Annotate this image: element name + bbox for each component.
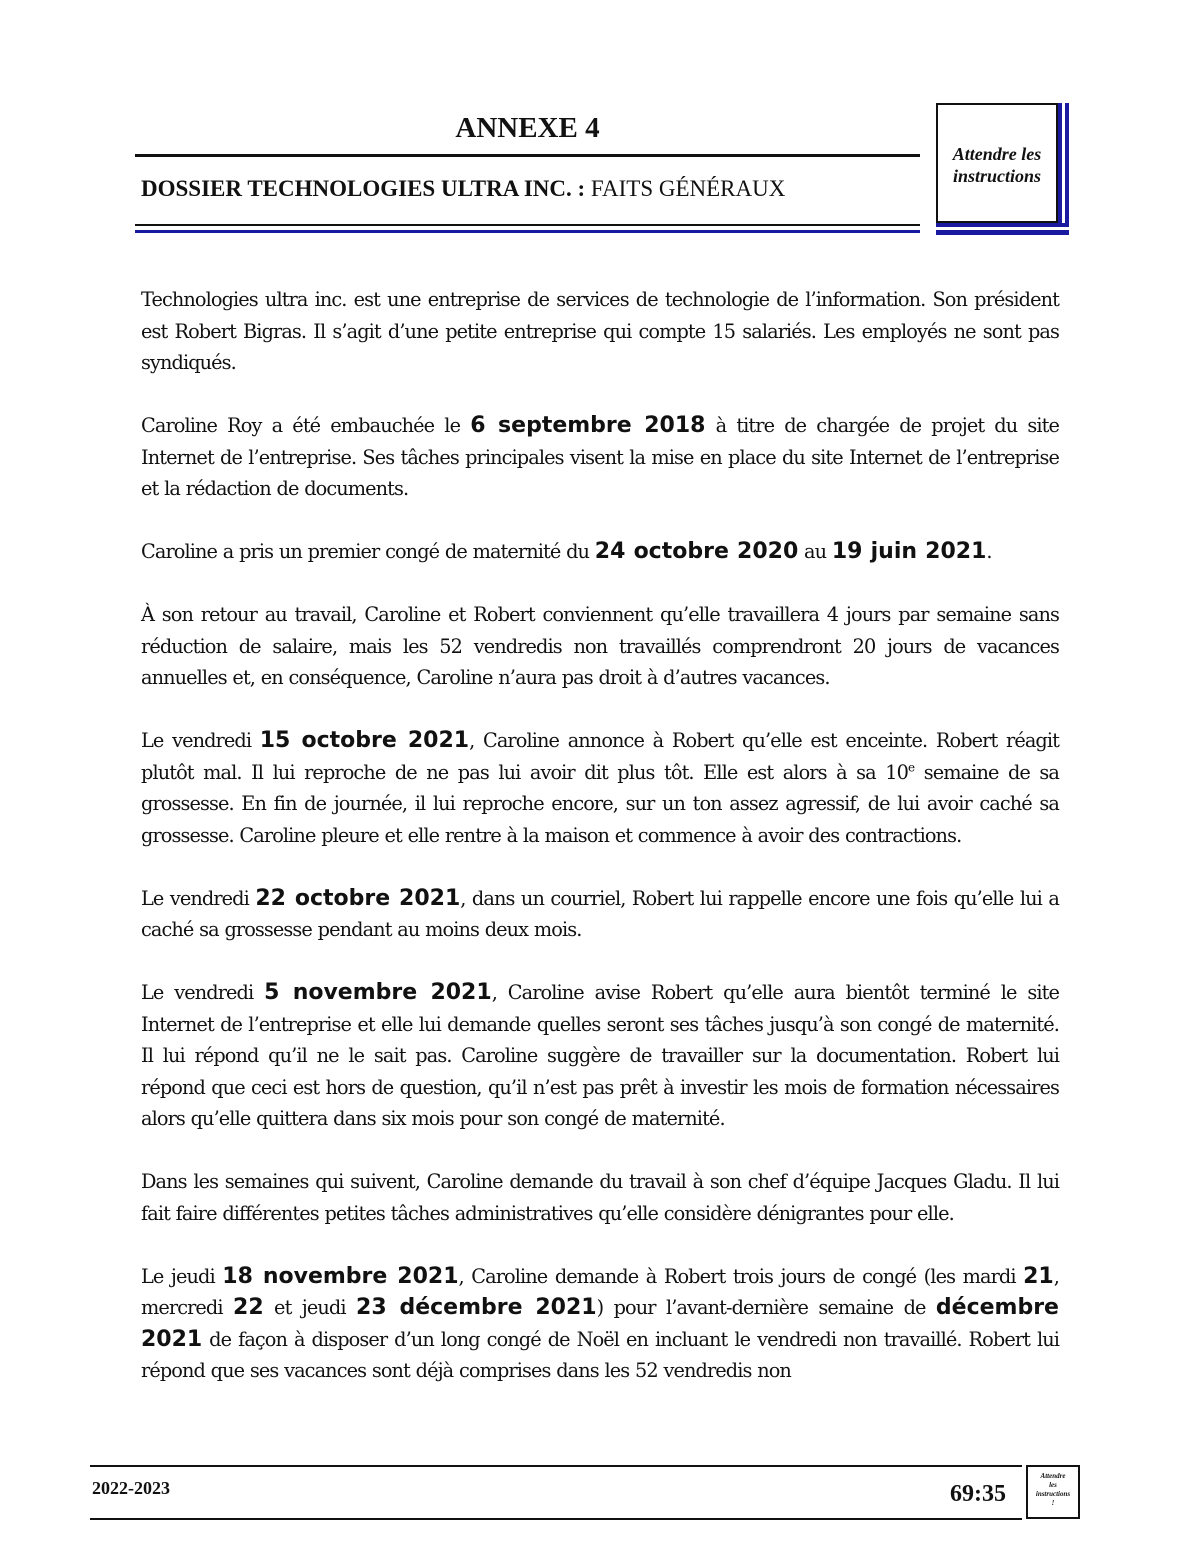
footer-rule-bottom	[90, 1518, 1022, 1520]
text-run: ) pour l’avant-dernière semaine de	[596, 1296, 936, 1319]
dossier-title	[141, 176, 785, 202]
paragraph-4	[141, 599, 1059, 694]
paragraph-7	[141, 977, 1059, 1135]
text-run: et jeudi	[263, 1296, 357, 1319]
instructions-line-1: Attendre les	[952, 144, 1042, 164]
text-run: , mercredi	[141, 1264, 1059, 1319]
text-run: au	[798, 540, 832, 563]
ordinal-superscript: e	[908, 760, 915, 775]
text-run: Caroline Roy a été embauchée le	[141, 414, 471, 437]
text-run: , Caroline avise Robert qu’elle aura bientôt terminé le site Internet de l’entreprise et elle lui demande quelles seront ses tâches jusqu’à son congé de maternité. Il lui répond qu’il ne le sait pas. Caroline suggère de travailler sur la documentation. Robert lui répond que ceci est hors de question, qu’il n’est pas prêt à investir les mois de formation nécessaires alors qu’elle quittera dans six mois pour son congé de maternité.	[141, 981, 1060, 1130]
text-run: Caroline a pris un premier congé de maternité du	[141, 540, 595, 563]
header-rule-bottom	[135, 224, 920, 226]
paragraph-8	[141, 1166, 1059, 1229]
date-highlight: 5 novembre 2021	[264, 980, 492, 1005]
date-highlight: 24 octobre 2020	[594, 539, 799, 564]
date-highlight: décembre 2021	[141, 1295, 1059, 1352]
text-run: , Caroline annonce à Robert qu’elle est enceinte. Robert réagit plutôt mal. Il lui reproche de ne pas lui avoir dit plus tôt. Elle est alors à sa 10	[141, 729, 1059, 784]
date-highlight: 22 octobre 2021	[255, 885, 461, 911]
paragraph-1-text: Technologies ultra inc. est une entreprise de services de technologie de l’information. Son président est Robert Bigras. Il s’agit d’une petite entreprise qui compte 15 salariés. Les employés ne sont pas syndiqués.	[141, 288, 1059, 374]
instructions-box-shadow-right	[1058, 103, 1069, 235]
footer-box-line: Attendre	[1040, 1472, 1066, 1480]
paragraph-1	[141, 284, 1059, 379]
paragraph-8-text: Dans les semaines qui suivent, Caroline demande du travail à son chef d’équipe Jacques Gladu. Il lui fait faire différentes petites tâches administratives qu’elle considère dénigrantes pour elle.	[141, 1170, 1059, 1225]
footer-instructions-text	[1026, 1472, 1080, 1508]
document-body	[141, 284, 1059, 1418]
text-run: .	[986, 540, 992, 563]
paragraph-6	[141, 883, 1059, 946]
paragraph-2	[141, 410, 1059, 505]
instructions-text	[936, 143, 1058, 187]
text-run: à titre de chargée de projet du site Internet de l’entreprise. Ses tâches principales visent la mise en place du site Internet de l’entreprise et la rédaction de documents.	[141, 414, 1060, 500]
text-run: Le vendredi	[141, 981, 265, 1004]
text-run: , dans un courriel, Robert lui rappelle encore une fois qu’elle lui a caché sa grossesse pendant au moins deux mois.	[141, 886, 1059, 941]
paragraph-5	[141, 725, 1059, 851]
instructions-box-shadow-bottom	[936, 223, 1069, 235]
instructions-line-2: instructions	[952, 166, 1042, 186]
paragraph-3	[141, 536, 1059, 568]
date-highlight: 19 juin 2021	[831, 539, 987, 564]
text-run: de façon à disposer d’un long congé de Noël en incluant le vendredi non travaillé. Robert lui répond que ses vacances sont déjà comprises dans les 52 vendredis non	[141, 1327, 1059, 1382]
annex-title: ANNEXE 4	[455, 112, 600, 144]
date-highlight: 18 novembre 2021	[222, 1263, 459, 1289]
header-rule-top	[135, 154, 920, 157]
footer-box-line: les	[1049, 1481, 1057, 1489]
text-run: Le vendredi	[141, 886, 256, 910]
header-rule-bottom-blue	[135, 230, 920, 233]
paragraph-4-text: À son retour au travail, Caroline et Robert conviennent qu’elle travaillera 4 jours par semaine sans réduction de salaire, mais les 52 vendredis non travaillés comprendront 20 jours de vacances annuelles et, en conséquence, Caroline n’aura pas droit à d’autres vacances.	[141, 603, 1059, 689]
paragraph-9	[141, 1261, 1059, 1387]
date-highlight: 6 septembre 2018	[470, 413, 706, 438]
date-highlight: 21	[1023, 1263, 1054, 1289]
date-highlight: 22	[233, 1295, 264, 1320]
footer-box-line: !	[1051, 1499, 1055, 1507]
text-run: Le vendredi	[141, 729, 260, 752]
text-run: semaine de sa grossesse. En fin de journée, il lui reproche encore, sur un ton assez agressif, de lui avoir caché sa grossesse. Caroline pleure et elle rentre à la maison et commence à avoir des contractions.	[141, 760, 1060, 847]
footer-page-number: 69:35	[950, 1481, 1006, 1507]
date-highlight: 15 octobre 2021	[259, 728, 470, 753]
text-run: Le jeudi	[141, 1264, 223, 1288]
footer-rule-top	[90, 1465, 1022, 1467]
footer-year: 2022-2023	[92, 1478, 170, 1498]
date-highlight: 23 décembre 2021	[356, 1295, 597, 1320]
dossier-title-bold: DOSSIER TECHNOLOGIES ULTRA INC. :	[141, 176, 586, 201]
footer-box-line: instructions	[1035, 1490, 1071, 1498]
dossier-title-rest: FAITS GÉNÉRAUX	[585, 176, 786, 201]
text-run: , Caroline demande à Robert trois jours de congé (les mardi	[458, 1264, 1024, 1288]
